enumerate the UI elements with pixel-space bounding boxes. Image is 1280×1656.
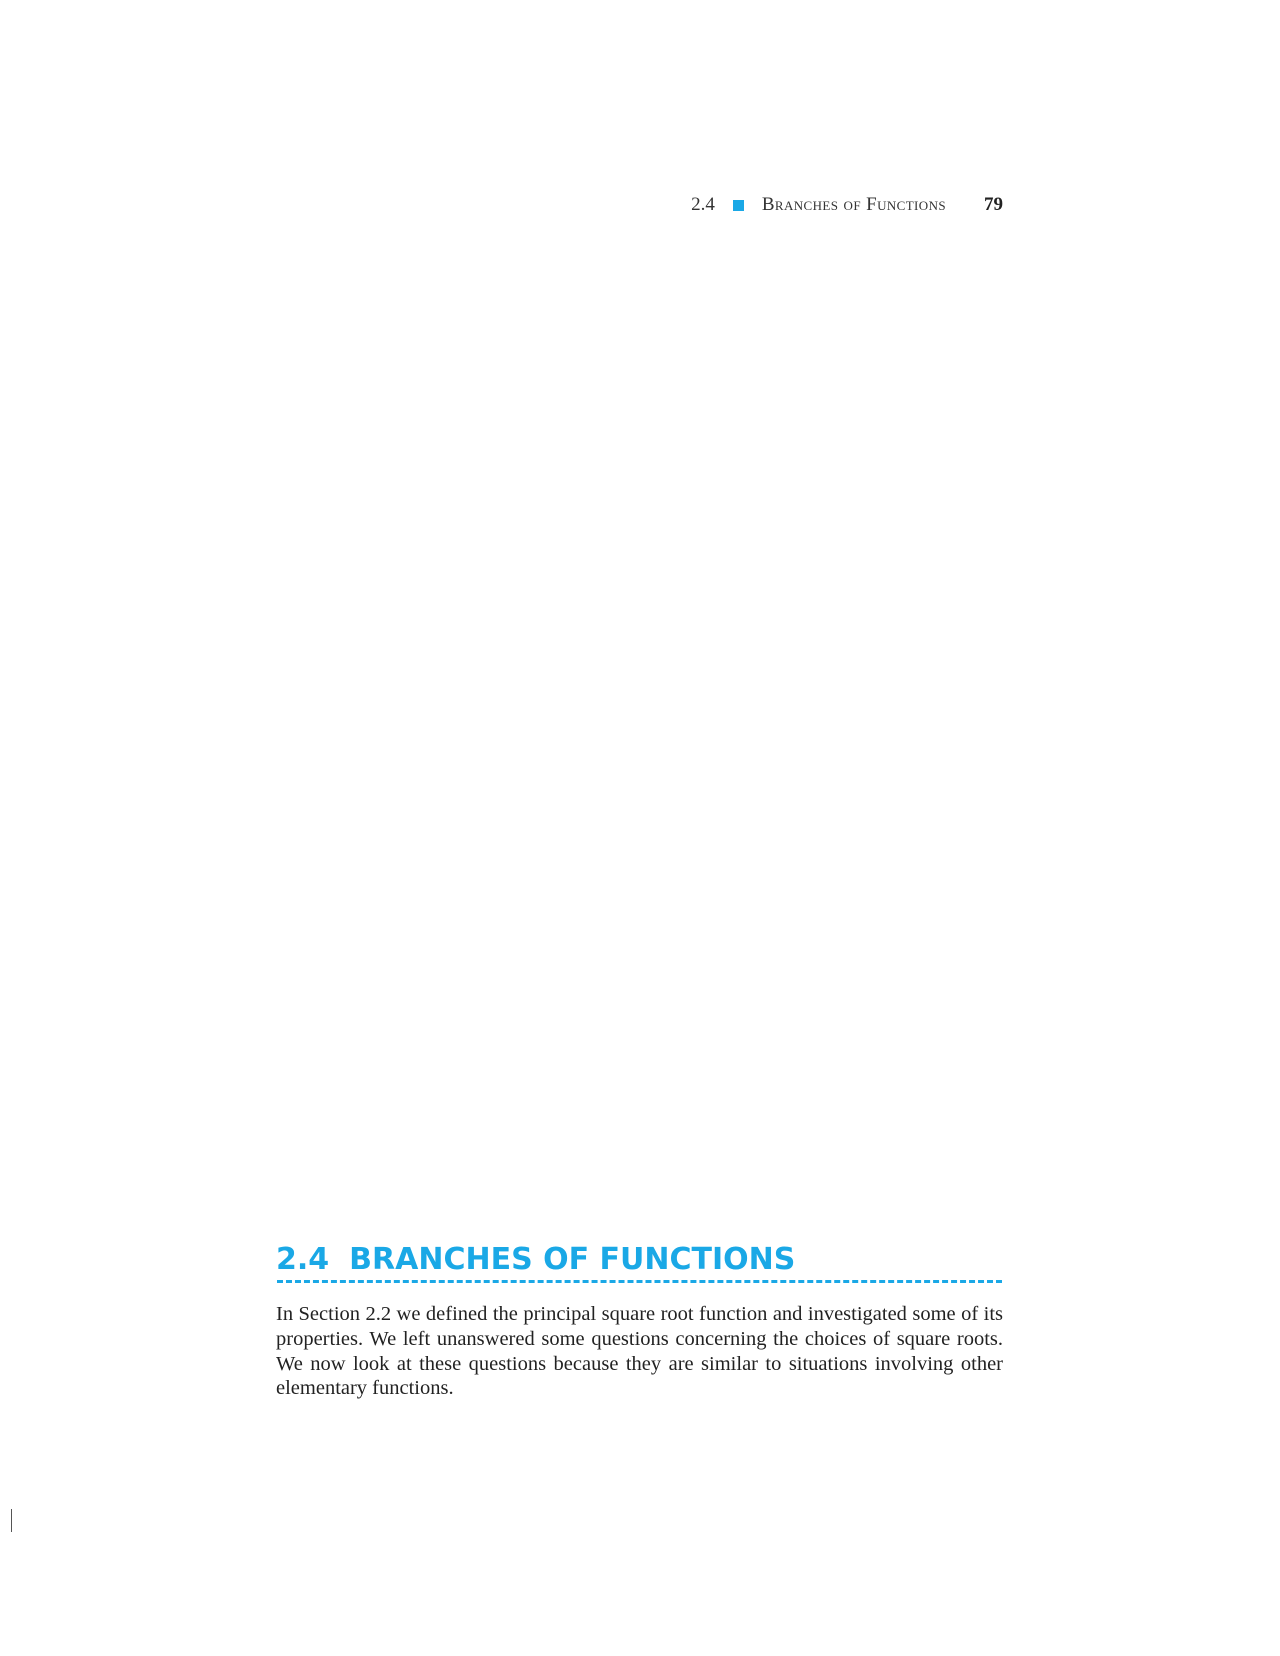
running-header <box>560 192 1003 218</box>
section-number: 2.4 <box>276 1242 330 1277</box>
square-bullet-icon <box>733 200 744 211</box>
margin-mark <box>11 1509 12 1532</box>
intro-paragraph: In Section 2.2 we defined the principal square root function and investigated some of its properties. We left unanswered some questions concerning the choices of square roots. We now look at these questions because they are similar to situations involving other elementary functions. <box>276 1303 1003 1400</box>
heading-dashed-rule <box>277 1280 1002 1283</box>
page-number: 79 <box>984 194 1003 215</box>
header-section-title: Branches of Functions <box>761 194 946 215</box>
header-section-number: 2.4 <box>691 194 715 215</box>
section-title: BRANCHES OF FUNCTIONS <box>349 1242 796 1277</box>
